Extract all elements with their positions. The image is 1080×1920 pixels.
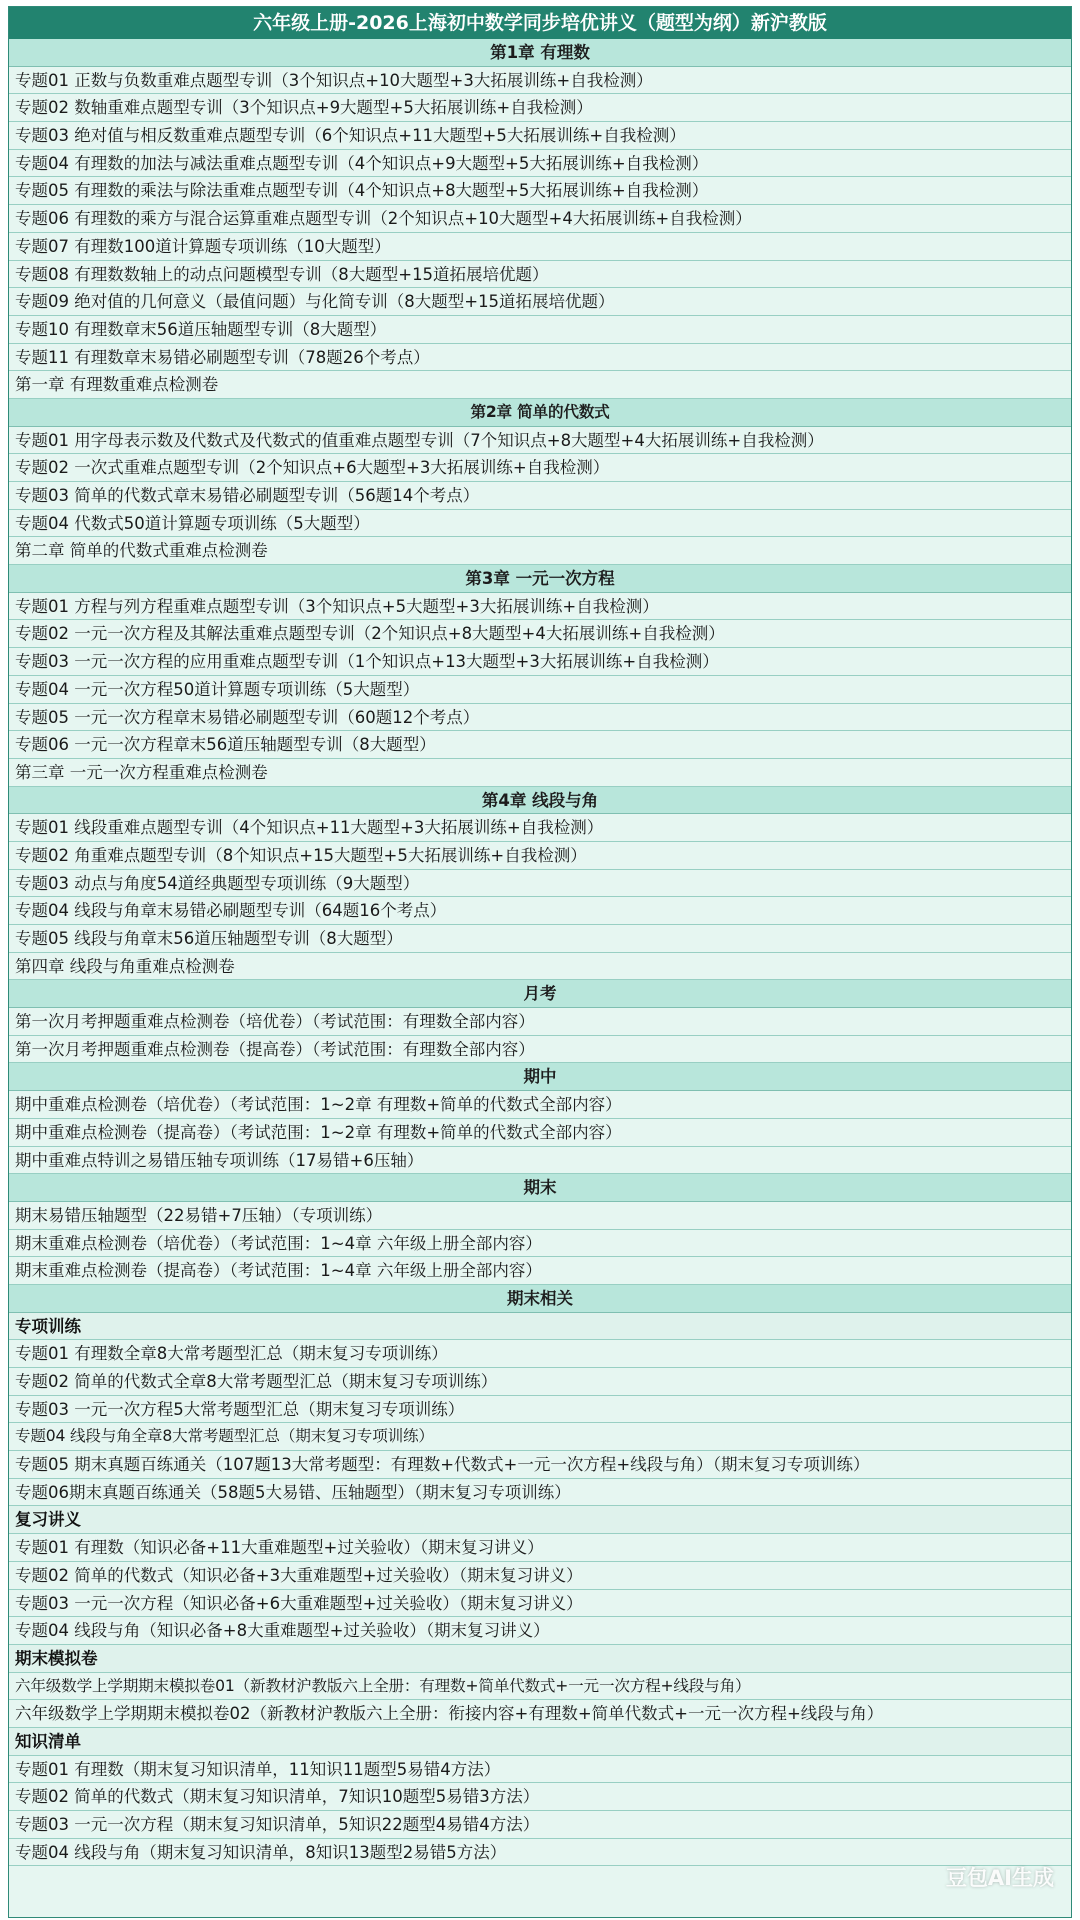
catalog-entry: 第一章 有理数重难点检测卷 [9, 371, 1071, 399]
subsection-label: 期末模拟卷 [9, 1645, 1071, 1673]
catalog-entry: 专题08 有理数数轴上的动点问题模型专训（8大题型+15道拓展培优题） [9, 261, 1071, 289]
catalog-entry: 六年级数学上学期期末模拟卷02（新教材沪教版六上全册：衔接内容+有理数+简单代数式+一元一次方程+线段与角） [9, 1700, 1071, 1728]
catalog-entry: 专题06 有理数的乘方与混合运算重难点题型专训（2个知识点+10大题型+4大拓展训练+自我检测） [9, 205, 1071, 233]
catalog-entry: 专题01 线段重难点题型专训（4个知识点+11大题型+3大拓展训练+自我检测） [9, 814, 1071, 842]
catalog-entry: 专题01 有理数（知识必备+11大重难题型+过关验收）（期末复习讲义） [9, 1534, 1071, 1562]
catalog-entry: 专题06期末真题百练通关（58题5大易错、压轴题型）（期末复习专项训练） [9, 1479, 1071, 1507]
catalog-entry: 专题10 有理数章末56道压轴题型专训（8大题型） [9, 316, 1071, 344]
section-header: 第3章 一元一次方程 [9, 565, 1071, 593]
catalog-entry: 第四章 线段与角重难点检测卷 [9, 953, 1071, 981]
page-title: 六年级上册-2026上海初中数学同步培优讲义（题型为纲）新沪教版 [9, 7, 1071, 39]
catalog-entry: 专题04 线段与角（知识必备+8大重难题型+过关验收）（期末复习讲义） [9, 1617, 1071, 1645]
subsection-label: 专项训练 [9, 1313, 1071, 1341]
catalog-entry: 第二章 简单的代数式重难点检测卷 [9, 537, 1071, 565]
catalog-entry: 期中重难点检测卷（培优卷）（考试范围：1~2章 有理数+简单的代数式全部内容） [9, 1091, 1071, 1119]
catalog-entry: 专题02 一次式重难点题型专训（2个知识点+6大题型+3大拓展训练+自我检测） [9, 454, 1071, 482]
catalog-entry: 专题04 一元一次方程50道计算题专项训练（5大题型） [9, 676, 1071, 704]
catalog-entry: 专题01 方程与列方程重难点题型专训（3个知识点+5大题型+3大拓展训练+自我检测） [9, 593, 1071, 621]
catalog-entry: 期末重难点检测卷（培优卷）（考试范围：1~4章 六年级上册全部内容） [9, 1230, 1071, 1258]
catalog-entry: 六年级数学上学期期末模拟卷01（新教材沪教版六上全册：有理数+简单代数式+一元一次方程+线段与角） [9, 1673, 1071, 1701]
catalog-entry: 第三章 一元一次方程重难点检测卷 [9, 759, 1071, 787]
catalog-entry: 第一次月考押题重难点检测卷（提高卷）（考试范围：有理数全部内容） [9, 1036, 1071, 1064]
catalog-entry: 专题02 简单的代数式全章8大常考题型汇总（期末复习专项训练） [9, 1368, 1071, 1396]
catalog-entry: 专题04 线段与角（期末复习知识清单，8知识13题型2易错5方法） [9, 1839, 1071, 1867]
catalog-entry: 专题04 线段与角全章8大常考题型汇总（期末复习专项训练） [9, 1423, 1071, 1451]
catalog-entry: 专题01 正数与负数重难点题型专训（3个知识点+10大题型+3大拓展训练+自我检测） [9, 67, 1071, 95]
catalog-sheet [8, 6, 1072, 1918]
section-header: 期末相关 [9, 1285, 1071, 1313]
catalog-entry: 专题05 有理数的乘法与除法重难点题型专训（4个知识点+8大题型+5大拓展训练+自我检测） [9, 177, 1071, 205]
catalog-entry: 专题07 有理数100道计算题专项训练（10大题型） [9, 233, 1071, 261]
catalog-entry: 专题03 简单的代数式章末易错必刷题型专训（56题14个考点） [9, 482, 1071, 510]
catalog-entry: 第一次月考押题重难点检测卷（培优卷）（考试范围：有理数全部内容） [9, 1008, 1071, 1036]
catalog-entry: 专题02 一元一次方程及其解法重难点题型专训（2个知识点+8大题型+4大拓展训练+自我检测） [9, 620, 1071, 648]
section-header: 期中 [9, 1063, 1071, 1091]
catalog-entry: 期末易错压轴题型（22易错+7压轴）（专项训练） [9, 1202, 1071, 1230]
ai-watermark: 豆包AI生成 [945, 1866, 1054, 1890]
catalog-entry: 专题03 一元一次方程（期末复习知识清单，5知识22题型4易错4方法） [9, 1811, 1071, 1839]
catalog-entry: 专题05 期末真题百练通关（107题13大常考题型：有理数+代数式+一元一次方程+线段与角）（期末复习专项训练） [9, 1451, 1071, 1479]
catalog-entry: 专题03 一元一次方程5大常考题型汇总（期末复习专项训练） [9, 1396, 1071, 1424]
section-header: 第2章 简单的代数式 [9, 399, 1071, 427]
catalog-entry: 专题01 用字母表示数及代数式及代数式的值重难点题型专训（7个知识点+8大题型+4大拓展训练+自我检测） [9, 427, 1071, 455]
catalog-list [9, 39, 1071, 1866]
catalog-entry: 专题02 简单的代数式（知识必备+3大重难题型+过关验收）（期末复习讲义） [9, 1562, 1071, 1590]
subsection-label: 知识清单 [9, 1728, 1071, 1756]
catalog-entry: 专题03 一元一次方程（知识必备+6大重难题型+过关验收）（期末复习讲义） [9, 1590, 1071, 1618]
catalog-entry: 专题04 代数式50道计算题专项训练（5大题型） [9, 510, 1071, 538]
catalog-entry: 专题02 角重难点题型专训（8个知识点+15大题型+5大拓展训练+自我检测） [9, 842, 1071, 870]
catalog-entry: 专题11 有理数章末易错必刷题型专训（78题26个考点） [9, 344, 1071, 372]
catalog-entry: 专题05 一元一次方程章末易错必刷题型专训（60题12个考点） [9, 704, 1071, 732]
catalog-entry: 专题01 有理数全章8大常考题型汇总（期末复习专项训练） [9, 1340, 1071, 1368]
catalog-entry: 期中重难点检测卷（提高卷）（考试范围：1~2章 有理数+简单的代数式全部内容） [9, 1119, 1071, 1147]
subsection-label: 复习讲义 [9, 1506, 1071, 1534]
catalog-entry: 专题03 一元一次方程的应用重难点题型专训（1个知识点+13大题型+3大拓展训练+自我检测） [9, 648, 1071, 676]
catalog-entry: 期中重难点特训之易错压轴专项训练（17易错+6压轴） [9, 1147, 1071, 1175]
section-header: 期末 [9, 1174, 1071, 1202]
section-header: 第4章 线段与角 [9, 787, 1071, 815]
catalog-entry: 专题03 动点与角度54道经典题型专项训练（9大题型） [9, 870, 1071, 898]
catalog-entry: 专题09 绝对值的几何意义（最值问题）与化简专训（8大题型+15道拓展培优题） [9, 288, 1071, 316]
catalog-entry: 专题04 线段与角章末易错必刷题型专训（64题16个考点） [9, 897, 1071, 925]
catalog-entry: 专题02 简单的代数式（期末复习知识清单，7知识10题型5易错3方法） [9, 1783, 1071, 1811]
catalog-entry: 专题03 绝对值与相反数重难点题型专训（6个知识点+11大题型+5大拓展训练+自我检测） [9, 122, 1071, 150]
section-header: 第1章 有理数 [9, 39, 1071, 67]
catalog-entry: 专题06 一元一次方程章末56道压轴题型专训（8大题型） [9, 731, 1071, 759]
catalog-entry: 专题01 有理数（期末复习知识清单，11知识11题型5易错4方法） [9, 1756, 1071, 1784]
catalog-entry: 专题02 数轴重难点题型专训（3个知识点+9大题型+5大拓展训练+自我检测） [9, 94, 1071, 122]
catalog-entry: 专题04 有理数的加法与减法重难点题型专训（4个知识点+9大题型+5大拓展训练+自我检测） [9, 150, 1071, 178]
catalog-entry: 期末重难点检测卷（提高卷）（考试范围：1~4章 六年级上册全部内容） [9, 1257, 1071, 1285]
catalog-entry: 专题05 线段与角章末56道压轴题型专训（8大题型） [9, 925, 1071, 953]
section-header: 月考 [9, 980, 1071, 1008]
